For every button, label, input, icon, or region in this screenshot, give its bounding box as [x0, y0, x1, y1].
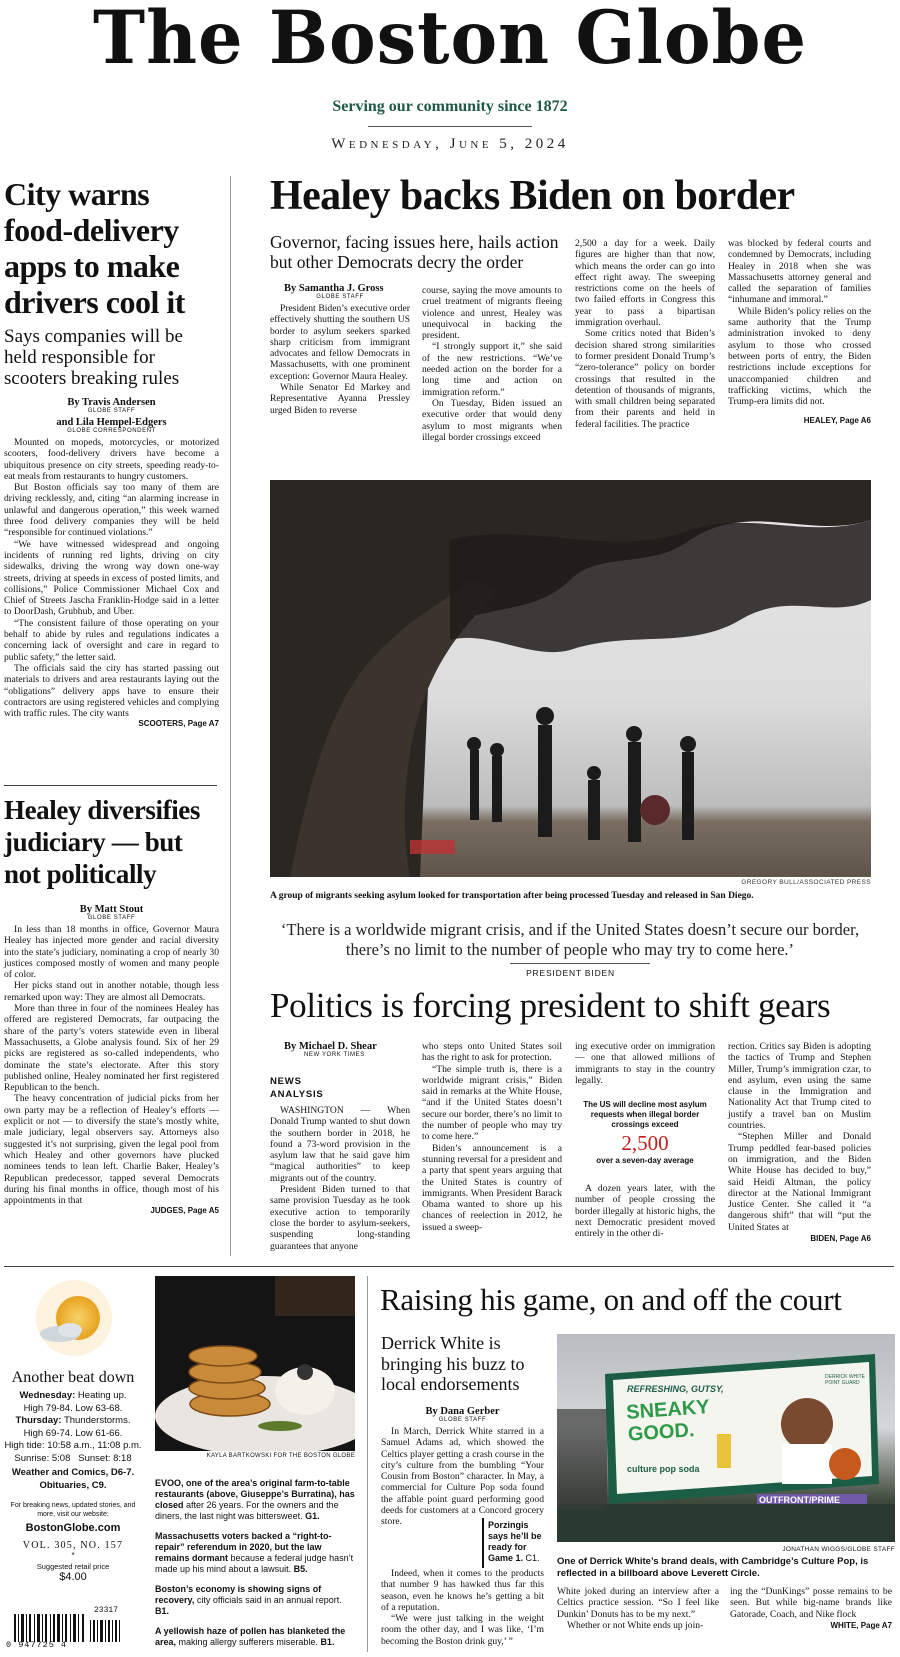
border-deck: Governor, facing issues here, hails action but other Democrats decry the order	[270, 232, 559, 272]
paragraph: A dozen years later, with the number of people crossing the border illegally at historic highs, the next Democratic president moved entirely in the other di-	[575, 1183, 715, 1240]
divider	[4, 785, 217, 786]
stat-value: 2,500	[621, 1131, 669, 1156]
byline-role: GLOBE STAFF	[87, 408, 136, 414]
date-line: Wednesday, June 5, 2024	[331, 136, 569, 152]
forecast-thursday	[4, 1415, 142, 1440]
quote-attribution: PRESIDENT BIDEN	[526, 968, 615, 978]
paragraph: In less than 18 months in office, Governor Maura Healey has injected more gender and racial diversity into the state’s judiciary, nominating a crop of nearly 30 justices composed mostly of women and many people of color.	[4, 924, 219, 981]
paragraph: “The consistent failure of those operating on your behalf to abide by rules and regulations indicates a concerning lack of oversight and care in regard to public safety,” the letter said.	[4, 617, 219, 663]
billboard-main: SNEAKY GOOD.	[625, 1396, 710, 1446]
politics-col-2	[422, 1041, 562, 1233]
paragraph: White joked during an interview after a Celtics practice session. “So I feel like Dunkin’ Donuts has to be my next.”	[557, 1586, 719, 1620]
brief-text: because a federal judge hasn’t made up his mind about a lawsuit.	[155, 1553, 354, 1574]
paragraph: rection. Critics say Biden is adopting the tactics of Trump and Stephen Miller, Trump’s immigration czar, to end asylum, even using the same clause in the Immigration and Nationality Act that Trump cited to justify a travel ban on Muslim countries.	[728, 1041, 871, 1132]
stat-intro: The US will decline most asylum requests when illegal border crossings exceed	[583, 1100, 707, 1130]
billboard-credit: JONATHAN WIGGS/GLOBE STAFF	[782, 1546, 895, 1553]
paragraph: course, saying the move amounts to cruel treatment of migrants fleeing violence and unrest, Healey was unequivocal in backing the president.	[422, 285, 562, 342]
paragraph: Her picks stand out in another notable, though less remarked upon way: They are almost all Democrats.	[4, 980, 219, 1003]
headline[interactable]: City warns food-delivery apps to make drivers cool it	[4, 176, 185, 320]
edition-star: *	[71, 1551, 75, 1560]
brief-lead: A yellowish haze of pollen has blanketed the area,	[155, 1626, 346, 1647]
paragraph: “We were just talking in the weight room the other day, and I was like, ‘I’m becoming the Boston drink guy,’ ”	[381, 1613, 544, 1647]
politics-col-4	[728, 1041, 871, 1244]
sidebar-ref: C1.	[523, 1553, 540, 1563]
index-obits[interactable]: Obituaries, C9.	[39, 1479, 107, 1491]
barcode-number-top: 23317	[94, 1606, 119, 1615]
brief-item[interactable]	[155, 1584, 355, 1617]
deck: Says companies will be held responsible for scooters breaking rules	[4, 326, 183, 389]
paragraph: The officials said the city has started passing out materials to drivers and area restaurants laying out the “obligations” delivery apps have to ensure their contractors are using registered vehicles and complying with traffic rules. The city wants	[4, 662, 219, 720]
stat-caption: over a seven-day average	[596, 1156, 694, 1166]
weather-title: Another beat down	[11, 1369, 135, 1386]
white-col-1	[381, 1406, 544, 1528]
food-photo	[155, 1276, 355, 1451]
story-body	[270, 1061, 410, 1252]
paragraph: Some critics noted that Biden’s decision shared strong similarities to former president Donald Trump’s “zero-tolerance” policy on border crossings that resulted in the detention of thousands of migrants, with small children being separated from their parents and held in federal facilities. The practice	[575, 328, 715, 430]
paragraph-text: In March, Derrick White starred in a Samuel Adams ad, which showed the Celtics player getting a crash course in the city’s culture from the bumbling “Your Cousin from Boston” character. In May, a commercial for Culture Pop soda found the affable point guard performing good deeds for customers at a Concord grocery store.	[381, 1426, 544, 1528]
byline: By Samantha J. Gross	[284, 283, 384, 294]
billboard-tag: DERRICK WHITE POINT GUARD	[825, 1374, 865, 1386]
border-col-1	[270, 283, 410, 416]
paragraph: was blocked by federal courts and condemned by Democrats, including Healey in 2018 when she was Massachusetts attorney general and called the separation of families “inhumane and immoral.”	[728, 238, 871, 306]
column-rule	[230, 176, 231, 1256]
paragraph: “I strongly support it,” she said of the new restrictions. “We’ve needed action on the border for a long time and action on immigration reform.”	[422, 341, 562, 398]
billboard-photo	[557, 1334, 895, 1542]
porzingis-sidebar[interactable]	[482, 1518, 544, 1568]
white-headline[interactable]: Raising his game, on and off the court	[380, 1282, 842, 1317]
forecast-wednesday	[4, 1390, 142, 1415]
tide: High tide: 10:58 a.m., 11:08 p.m.	[4, 1440, 142, 1451]
paragraph: President Biden turned to that same provision Tuesday as he took executive action to temporarily close the border to asylum-seekers, suspending long-standing guarantees that anyone	[270, 1184, 410, 1252]
paragraph: “The simple truth is, there is a worldwide migrant crisis,” Biden said in remarks at the White House, “and if the United States doesn’t secure our border, there’s no limit to the number of people who may try to come here.”	[422, 1063, 562, 1143]
price: $4.00	[59, 1571, 87, 1583]
headline[interactable]: Healey diversifies judiciary — but not politically	[4, 795, 200, 889]
brief-text: making allergy sufferers miserable.	[176, 1637, 321, 1647]
paragraph: 2,500 a day for a week. Daily figures are higher than that now, which means the order can go into effect right away. The sweeping restrictions come on the heels of two failed efforts in Congress this year to pass a bipartisan immigration overhaul.	[575, 238, 715, 329]
day-label: Wednesday:	[19, 1390, 76, 1401]
photo-credit: GREGORY BULL/ASSOCIATED PRESS	[741, 879, 871, 886]
sidebar-lead: Porzingis says he’ll be ready for Game 1.	[488, 1520, 542, 1563]
white-col-3	[730, 1586, 892, 1631]
story-body	[270, 303, 410, 416]
billboard-sign: OUTFRONT/PRIME	[759, 1495, 840, 1505]
main-photo	[270, 480, 871, 877]
politics-col-1	[270, 1041, 410, 1252]
day-desc: Thunderstorms.	[63, 1415, 131, 1426]
day-temps: High 69-74. Low 61-66.	[23, 1427, 123, 1439]
white-deck: Derrick White is bringing his buzz to local endorsements	[381, 1333, 525, 1394]
paragraph: ing executive order on immigration — one that allowed millions of immigrants to stay in the country legally.	[575, 1041, 715, 1086]
column-rule	[367, 1276, 368, 1652]
weather-sun-icon	[4, 1276, 142, 1364]
weather-box	[4, 1276, 142, 1583]
jump-link[interactable]: SCOOTERS, Page A7	[138, 719, 219, 729]
byline-role: NEW YORK TIMES	[304, 1052, 365, 1058]
headline[interactable]: Healey backs Biden on border	[270, 173, 795, 219]
quote-divider	[510, 963, 650, 964]
white-col-2	[557, 1586, 719, 1631]
border-col-2	[422, 285, 562, 443]
story-delivery	[4, 176, 219, 728]
billboard-caption: One of Derrick White’s brand deals, with Cambridge’s Culture Pop, is reflected in a billboard above Leverett Circle.	[557, 1556, 869, 1579]
politics-col-3	[575, 1041, 715, 1240]
paragraph: The heavy concentration of judicial picks from her own party may be a reflection of Healey’s efforts — explicit or not — to diversify the state’s mostly white, male judiciary, legal observers say. Attorneys also suggested it’s not surprising, given the legal pool from which Healey and other governors have plucked nominees tends to lean left. Charlie Baker, Healey’s Republican predecessor, tapped several Democrats during his final months in office, though most of his appointments in that	[4, 1093, 219, 1207]
web-note: For breaking news, updated stories, and more, visit our website:	[10, 1502, 136, 1518]
story-body	[381, 1426, 544, 1528]
food-illustration	[155, 1276, 355, 1451]
billboard-brand: culture pop soda	[627, 1464, 700, 1474]
paragraph: Mounted on mopeds, motorcycles, or motorized scooters, food-delivery drivers have become a ubiquitous presence on city streets, speeding ready-to-eat meals from restaurants to hungry customers.	[4, 437, 219, 482]
byline-role: GLOBE STAFF	[438, 1417, 487, 1423]
brief-ref: G1.	[305, 1511, 320, 1521]
jump-link[interactable]: BIDEN, Page A6	[810, 1234, 871, 1244]
sun-times: Sunrise: 5:08 Sunset: 8:18	[14, 1452, 132, 1464]
jump-link[interactable]: HEALEY, Page A6	[803, 416, 871, 426]
byline: By Matt Stout	[79, 904, 144, 915]
stat-box	[581, 1100, 709, 1165]
brief-item[interactable]	[155, 1478, 355, 1522]
paragraph: Whether or not White ends up join-	[567, 1619, 704, 1631]
paragraph: “Stephen Miller and Donald Trump peddled fear-based policies on immigration, and the Biden White House has decided to buy,” said Heidi Altman, the policy director at the National Immigrant Justice Center. She called it “a dangerous shift” that will “put the United States at	[728, 1131, 871, 1233]
jump-link[interactable]: JUDGES, Page A5	[150, 1206, 219, 1216]
masthead-title: The Boston Globe	[93, 0, 807, 82]
paragraph: who steps onto United States soil has the right to ask for protection.	[422, 1041, 562, 1064]
briefs	[155, 1478, 355, 1657]
brief-item[interactable]	[155, 1531, 355, 1575]
border-col-3	[575, 238, 715, 430]
slogan: Serving our community since 1872	[332, 98, 568, 115]
slogan-divider	[368, 126, 532, 127]
paragraph: Biden’s announcement is a stunning reversal for a president and a party that spent years arguing that the United States is country of immigrants. When President Barack Obama wanted to shore up his chances of reelection in 2012, he issued a sweep-	[422, 1142, 562, 1233]
byline: By Travis Andersen	[67, 397, 156, 408]
byline-role: GLOBE STAFF	[87, 915, 136, 921]
byline-role: GLOBE STAFF	[316, 294, 364, 300]
paragraph: But Boston officials say too many of them are driving recklessly, and, citing “an alarming increase in unlawful and dangerous operation,” this week warned three food delivery companies they will be held “responsible for continued violations.”	[4, 482, 219, 539]
brief-ref: B5.	[293, 1564, 308, 1574]
paragraph: WASHINGTON — When Donald Trump wanted to shut down the southern border in 2018, he found a 73-word provision in the asylum law that he said gave him “magical authorities” to keep migrants out of the country.	[270, 1105, 410, 1184]
photo-caption: A group of migrants seeking asylum looked for transportation after being processed Tuesday and released in San Diego.	[270, 891, 754, 901]
jump-link[interactable]: WHITE, Page A7	[830, 1620, 892, 1630]
food-photo-credit: KAYLA BARTKOWSKI FOR THE BOSTON GLOBE	[206, 1453, 355, 1459]
paragraph: ing the “DunKings” posse remains to be seen. But while big-name brands like Gatorade, Coach, and Nike flock	[730, 1586, 892, 1620]
index-comics[interactable]: Weather and Comics, D6-7.	[11, 1467, 135, 1478]
brief-item[interactable]	[155, 1626, 355, 1648]
byline-2: and Lila Hempel-Edgers	[56, 417, 167, 428]
day-label: Thursday:	[15, 1415, 62, 1426]
brief-text: city officials said in an annual report.	[194, 1595, 342, 1605]
day-temps: High 79-84. Low 63-68.	[23, 1402, 123, 1414]
byline-role-2: GLOBE CORRESPONDENT	[67, 428, 156, 434]
story-body	[4, 924, 219, 1206]
paragraph: More than three in four of the nominees Healey has offered are registered Democrats, far outpacing the share of the party’s voters statewide even in liberal Massachusetts, a Globe analysis found. Six of her 29 picks are registered as so-called independents, who dominate the state’s electorate. After this story published online, Healey nominated her first registered Republican to the bench.	[4, 1003, 219, 1094]
volume: VOL. 305, NO. 157	[22, 1540, 124, 1551]
day-desc: Heating up.	[77, 1390, 127, 1401]
brief-lead: Boston’s economy is showing signs of recovery,	[155, 1584, 322, 1605]
politics-headline[interactable]: Politics is forcing president to shift gears	[270, 986, 831, 1025]
paragraph: President Biden’s executive order effectively shutting the southern US border to asylum seekers sparked sharp criticism from immigrant advocates and fellow Democrats in Massachusetts, with one prominent exception: Governor Maura Healey.	[270, 303, 410, 382]
paragraph: While Senator Ed Markey and Representative Ayanna Pressley urged Biden to reverse	[270, 382, 410, 416]
masthead	[0, 0, 900, 160]
white-col-1-continued	[381, 1568, 544, 1647]
brief-lead: Massachusetts voters backed a “right-to-repair” referendum in 2020, but the law remains dormant	[155, 1531, 332, 1563]
paragraph: On Tuesday, Biden issued an executive order that would deny asylum to most migrants when illegal border crossings exceed	[422, 397, 562, 443]
paragraph	[381, 1426, 544, 1528]
byline: By Dana Gerber	[425, 1406, 500, 1417]
paragraph: “We have witnessed widespread and ongoing incidents of running red lights, driving on city sidewalks, driving the wrong way down one-way streets, driving at speeds in excess of posted limits, and collisions,” Police Commissioner Michael Cox and Chief of Streets Jascha Franklin-Hodge said in a letter to DoorDash, Grubhub, and Uber.	[4, 538, 219, 618]
website-link[interactable]: BostonGlobe.com	[25, 1522, 121, 1534]
barcode	[6, 1606, 136, 1652]
brief-lead: EVOO, one of the area’s original farm-to-table restaurants (above, Giuseppe’s Burratina), has closed	[155, 1478, 355, 1510]
story-judiciary	[4, 794, 219, 1215]
section-rule	[4, 1266, 894, 1267]
price-label: Suggested retail price	[36, 1562, 110, 1571]
brief-ref: B1.	[155, 1606, 170, 1616]
brief-text: after 26 years. For the owners and the diners, the last night was bittersweet.	[155, 1500, 339, 1521]
story-body	[4, 437, 219, 719]
paragraph: While Biden’s policy relies on the same authority that the Trump administration invoked to deny asylum to those who crossed between ports of entry, the Biden restrictions include exceptions for unaccompanied children and trafficking victims, which the Trump-era limits did not.	[728, 305, 871, 408]
border-col-4	[728, 238, 871, 427]
pull-quote: ‘There is a worldwide migrant crisis, and if the United States doesn’t secure our border, there’s no limit to the number of people who may try to come here.’	[280, 920, 860, 959]
byline: By Michael D. Shear	[284, 1041, 377, 1052]
brief-ref: B1.	[320, 1637, 335, 1647]
story-border	[270, 172, 870, 220]
news-analysis-label: NEWS ANALYSIS	[270, 1076, 324, 1100]
barcode-number-bottom: 0 947725 4	[6, 1640, 68, 1650]
photo-illustration	[270, 480, 871, 877]
paragraph: Indeed, when it comes to the products that number 9 has hawked thus far this season, even he knows he’s getting a bit of a reputation.	[381, 1568, 544, 1613]
billboard-line1: REFRESHING, GUTSY,	[627, 1384, 724, 1394]
